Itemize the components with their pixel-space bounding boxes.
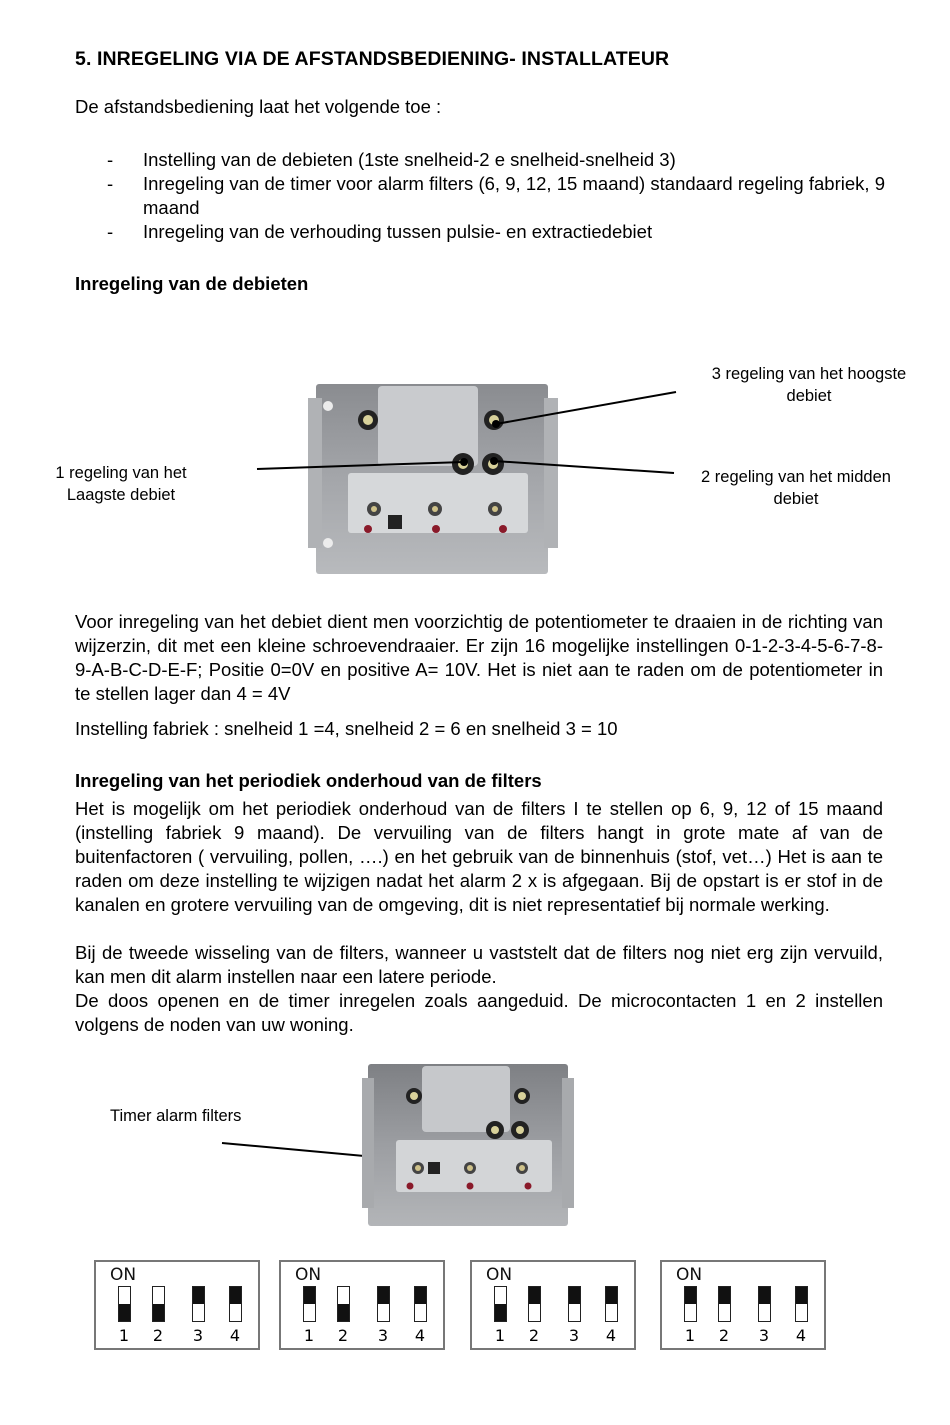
label-line: 3 regeling van het hoogste — [711, 365, 907, 383]
label-line: Laagste debiet — [66, 486, 176, 504]
dip-number: 3 — [758, 1326, 770, 1345]
dip-on-label: ON — [295, 1265, 322, 1285]
dip-number: 4 — [414, 1326, 426, 1345]
debiet-paragraph: Voor inregeling van het debiet dient men voorzichtig de potentiometer te draaien in de richting van wijzerzin, dit met een kleine schroevendraaier. Er zijn 16 mogelijke instellingen 0-1-2-3-4-5-6-7-8-9-A-B-C-D-E-F; Positie 0=0V en positive A= 10V. Het is niet aan te raden om de potentiometer in te stellen lager dan 4 = 4V — [75, 611, 883, 704]
filters-paragraph-3: De doos openen en de timer inregelen zoals aangeduid. De microcontacten 1 en 2 instellen volgens de noden van uw woning. — [75, 990, 883, 1035]
filters-paragraph-2: Bij de tweede wisseling van de filters, wanneer u vaststelt dat de filters nog niet erg zijn vervuild, kan men dit alarm instellen naar een latere periode. — [75, 942, 883, 987]
dip-switch — [795, 1286, 808, 1322]
label-line: 2 regeling van het midden — [701, 468, 891, 486]
dip-switch — [118, 1286, 131, 1322]
dip-switch — [684, 1286, 697, 1322]
dip-number: 2 — [528, 1326, 540, 1345]
page-heading: 5. INREGELING VIA DE AFSTANDSBEDIENING- INSTALLATEUR — [75, 48, 670, 70]
section-title-filters: Inregeling van het periodiek onderhoud van de filters — [75, 770, 542, 791]
dip-number: 3 — [377, 1326, 389, 1345]
dip-switch — [192, 1286, 205, 1322]
dip-switch — [718, 1286, 731, 1322]
label-line: debiet — [786, 387, 832, 405]
intro-text: De afstandsbediening laat het volgende toe : — [75, 96, 442, 117]
dip-on-label: ON — [676, 1265, 703, 1285]
dip-switch — [568, 1286, 581, 1322]
dip-on-label: ON — [486, 1265, 513, 1285]
dip-number: 2 — [152, 1326, 164, 1345]
dip-switch — [605, 1286, 618, 1322]
dip-switch-config-2 — [279, 1260, 445, 1350]
dip-number: 4 — [229, 1326, 241, 1345]
timer-label: Timer alarm filters — [110, 1107, 242, 1125]
dip-on-label: ON — [110, 1265, 137, 1285]
dip-number: 1 — [684, 1326, 696, 1345]
dip-switch — [494, 1286, 507, 1322]
dip-number: 3 — [192, 1326, 204, 1345]
dip-switch — [758, 1286, 771, 1322]
factory-setting-paragraph: Instelling fabriek : snelheid 1 =4, snelheid 2 = 6 en snelheid 3 = 10 — [75, 718, 618, 739]
dip-switch — [337, 1286, 350, 1322]
dip-number: 4 — [795, 1326, 807, 1345]
list-item: - Inregeling van de timer voor alarm filters (6, 9, 12, 15 maand) standaard regeling fabriek, 9 maand — [75, 172, 885, 220]
list-item: - Instelling van de debieten (1ste snelheid-2 e snelheid-snelheid 3) — [75, 148, 885, 172]
dip-switch — [414, 1286, 427, 1322]
dip-number: 1 — [303, 1326, 315, 1345]
dip-switch — [229, 1286, 242, 1322]
filters-paragraph-1: Het is mogelijk om het periodiek onderhoud van de filters I te stellen op 6, 9, 12 of 15 maand (instelling fabriek 9 maand). De vervuiling van de filters hangt in grote mate af van de buitenfactoren ( vervuiling, pollen, ….) en het gebruik van de binnenhuis (stof, vet…) Het is aan te raden om deze instelling te wijzigen nadat het alarm 2 x is afgegaan. Bij de opstart is er stof in de kanalen en grotere vervuiling van de omgeving, dit is niet representatief bij normale werking. — [75, 798, 883, 915]
dip-number: 1 — [118, 1326, 130, 1345]
dip-switch-config-3 — [470, 1260, 636, 1350]
dip-switch — [377, 1286, 390, 1322]
section-title-debieten: Inregeling van de debieten — [75, 273, 309, 294]
dip-number: 1 — [494, 1326, 506, 1345]
list-item: - Inregeling van de verhouding tussen pulsie- en extractiedebiet — [75, 220, 885, 244]
dip-switch-config-1 — [94, 1260, 260, 1350]
label-line: debiet — [773, 490, 819, 508]
dip-switch — [152, 1286, 165, 1322]
dip-number: 2 — [337, 1326, 349, 1345]
dip-number: 2 — [718, 1326, 730, 1345]
dip-number: 4 — [605, 1326, 617, 1345]
control-box-image-2 — [362, 1060, 574, 1230]
dip-switch — [303, 1286, 316, 1322]
dip-number: 3 — [568, 1326, 580, 1345]
label-line: 1 regeling van het — [55, 464, 187, 482]
dip-switch — [528, 1286, 541, 1322]
dip-switch-config-4 — [660, 1260, 826, 1350]
